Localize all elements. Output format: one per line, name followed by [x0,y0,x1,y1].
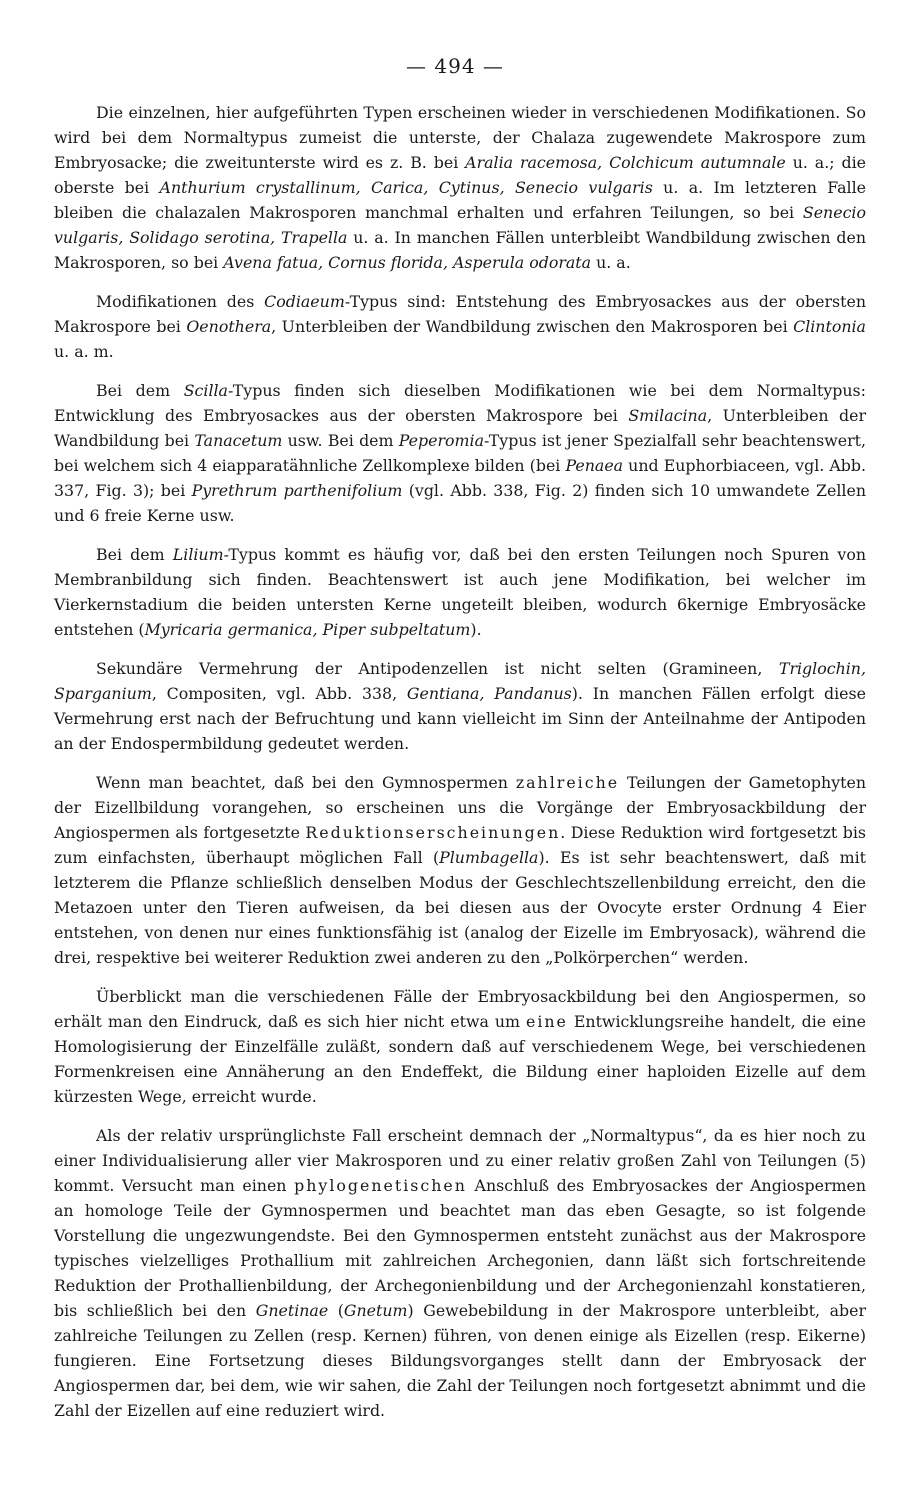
text-run: ). In manchen Fällen erfolgt diese Vermehrung erst nach der Befruchtung und kann vielleicht im Sinn der Anteilnahme der Antipoden an der Endospermbildung gedeutet werden. [54,684,866,753]
italic-term: Gnetum [343,1301,408,1320]
italic-term: Pyrethrum parthenifolium [191,481,403,500]
text-run: . Diese Reduktion wird fortgesetzt bis zum einfachsten, überhaupt möglichen Fall ( [54,823,866,867]
italic-term: Gentiana, Pandanus [406,684,572,703]
italic-term: Gnetinae [255,1301,329,1320]
paragraph-p8 [54,1123,866,1423]
italic-term: Aralia racemosa, Colchicum autumnale [465,153,786,172]
paragraph-p6 [54,770,866,970]
text-run: Modifikationen des [96,292,265,311]
text-run: Als der relativ ursprünglichste Fall erscheint demnach der „Normaltypus“, da es hier noch zu einer Individualisierung aller vier Makrosporen und zu einer relativ großen Zahl von Teilungen (5) kommt. Versucht man einen [54,1126,866,1195]
italic-term: Triglochin, Sparganium [54,659,866,703]
text-run: Teilungen der Gametophyten der Eizellbildung vorangehen, so erscheinen uns die Vorgänge der Embryosackbildung der Angiospermen als fortgesetzte [54,773,866,842]
text-run: , Compositen, vgl. Abb. 338, [151,684,407,703]
text-run: Wenn man beachtet, daß bei den Gymnospermen [96,773,516,792]
italic-term: Scilla [183,381,228,400]
italic-term: Smilacina [628,406,708,425]
paragraph-p1 [54,100,866,275]
italic-term: Penaea [565,456,624,475]
paragraph-p4 [54,542,866,642]
text-run: Entwicklungsreihe handelt, die eine Homologisierung der Einzelfälle zuläßt, sondern daß auf verschiedenem Wege, bei verschiedenen Formenkreisen eine Annäherung an den Endeffekt, die Bildung einer haploiden Eizelle auf dem kürzesten Wege, erreicht wurde. [54,1012,866,1106]
text-run: , Unterbleiben der Wandbildung bei [54,406,867,450]
italic-term: Senecio vulgaris, Solidago serotina, Trapella [54,203,866,247]
text-run: (vgl. Abb. 338, Fig. 2) finden sich 10 umwandete Zellen und 6 freie Kerne usw. [54,481,866,525]
text-run: u. a. In manchen Fällen unterbleibt Wandbildung zwischen den Makrosporen, so bei [54,228,866,272]
text-run: Sekundäre Vermehrung der Antipodenzellen ist nicht selten (Gramineen, [96,659,779,678]
paragraph-p2 [54,289,866,364]
paragraph-p5 [54,656,866,756]
italic-term: Avena fatua, Cornus florida, Asperula odorata [223,253,592,272]
italic-term: Tanacetum [194,431,283,450]
spaced-emphasis: zahlreiche [515,773,620,792]
italic-term: Anthurium crystallinum, Carica, Cytinus, Senecio vulgaris [159,178,653,197]
italic-term: Oenothera [186,317,272,336]
spaced-emphasis: eine [525,1012,568,1031]
spaced-emphasis: Reduktionserscheinungen [305,823,561,842]
text-run: Anschluß des Embryosackes der Angiospermen an homologe Teile der Gymnospermen und beachtet man das eben Gesagte, so ist folgende Vorstellung die ungezwungendste. Bei den Gymnospermen entsteht zunächst aus der Makrospore typisches vielzelliges Prothallium mit zahlreichen Archegonien, dann läßt sich fortschreitende Reduktion der Prothallienbildung, der Archegonienbildung und der Archegonienzahl konstatieren, bis schließlich bei den [54,1176,867,1320]
text-run: Die einzelnen, hier aufgeführten Typen erscheinen wieder in verschiedenen Modifikationen. So wird bei dem Normaltypus zumeist die unterste, der Chalaza zugewendete Makrospore zum Embryosacke; die zweitunterste wird es z. B. bei [54,103,866,172]
italic-term: Clintonia [793,317,866,336]
paragraph-p3 [54,378,866,528]
text-run: u. a. m. [54,342,114,361]
body-text [54,100,866,1437]
italic-term: Lilium [172,545,224,564]
text-run: ( [328,1301,344,1320]
text-run: u. a. [591,253,631,272]
paragraph-p7 [54,984,866,1109]
text-run: usw. Bei dem [282,431,399,450]
text-run: Bei dem [96,381,184,400]
text-run: u. a.; die oberste bei [54,153,866,197]
text-run: , Unterbleiben der Wandbildung zwischen den Makrosporen bei [271,317,794,336]
text-run: ). Es ist sehr beachtenswert, daß mit letzterem die Pflanze schließlich denselben Modus der Geschlechtszellenbildung erreicht, den die Metazoen unter den Tieren aufweisen, da bei diesen aus der Ovocyte erster Ordnung 4 Eier entstehen, von denen nur eines funktionsfähig ist (analog der Eizelle im Embryosack), während die drei, respektive bei weiterer Reduktion zwei anderen zu den „Polkörperchen“ werden. [54,848,866,967]
page-number: — 494 — [406,54,504,78]
italic-term: Plumbagella [439,848,539,867]
text-run: u. a. Im letzteren Falle bleiben die chalazalen Makrosporen manchmal erhalten und erfahren Teilungen, so bei [54,178,867,222]
text-run: ). [470,620,482,639]
spaced-emphasis: phylogenetischen [294,1176,467,1195]
text-run: -Typus finden sich dieselben Modifikationen wie bei dem Normaltypus: Entwicklung des Embryosackes aus der obersten Makrospore bei [54,381,866,425]
text-run: und Euphorbiaceen, vgl. Abb. 337, Fig. 3); bei [54,456,867,500]
text-run: Bei dem [96,545,173,564]
text-run: ) Gewebebildung in der Makrospore unterbleibt, aber zahlreiche Teilungen zu Zellen (resp. Kernen) führen, von denen einige als Eizellen (resp. Eikerne) fungieren. Eine Fortsetzung dieses Bildungsvorganges stellt dann der Embryosack der Angiospermen dar, bei dem, wie wir sahen, die Zahl der Teilungen noch fortgesetzt abnimmt und die Zahl der Eizellen auf eine reduziert wird. [54,1301,866,1420]
text-run: -Typus ist jener Spezialfall sehr beachtenswert, bei welchem sich 4 eiapparatähnliche Zellkomplexe bilden (bei [54,431,866,475]
italic-term: Codiaeum [264,292,345,311]
text-run: -Typus sind: Entstehung des Embryosackes aus der obersten Makrospore bei [54,292,866,336]
text-run: Überblickt man die verschiedenen Fälle der Embryosackbildung bei den Angiospermen, so erhält man den Eindruck, daß es sich hier nicht etwa um [54,987,866,1031]
italic-term: Peperomia [398,431,484,450]
text-run: -Typus kommt es häufig vor, daß bei den ersten Teilungen noch Spuren von Membranbildung sich finden. Beachtenswert ist auch jene Modifikation, bei welcher im Vierkernstadium die beiden untersten Kerne ungeteilt bleiben, wodurch 6kernige Embryosäcke entstehen ( [54,545,867,639]
italic-term: Myricaria germanica, Piper subpeltatum [144,620,471,639]
